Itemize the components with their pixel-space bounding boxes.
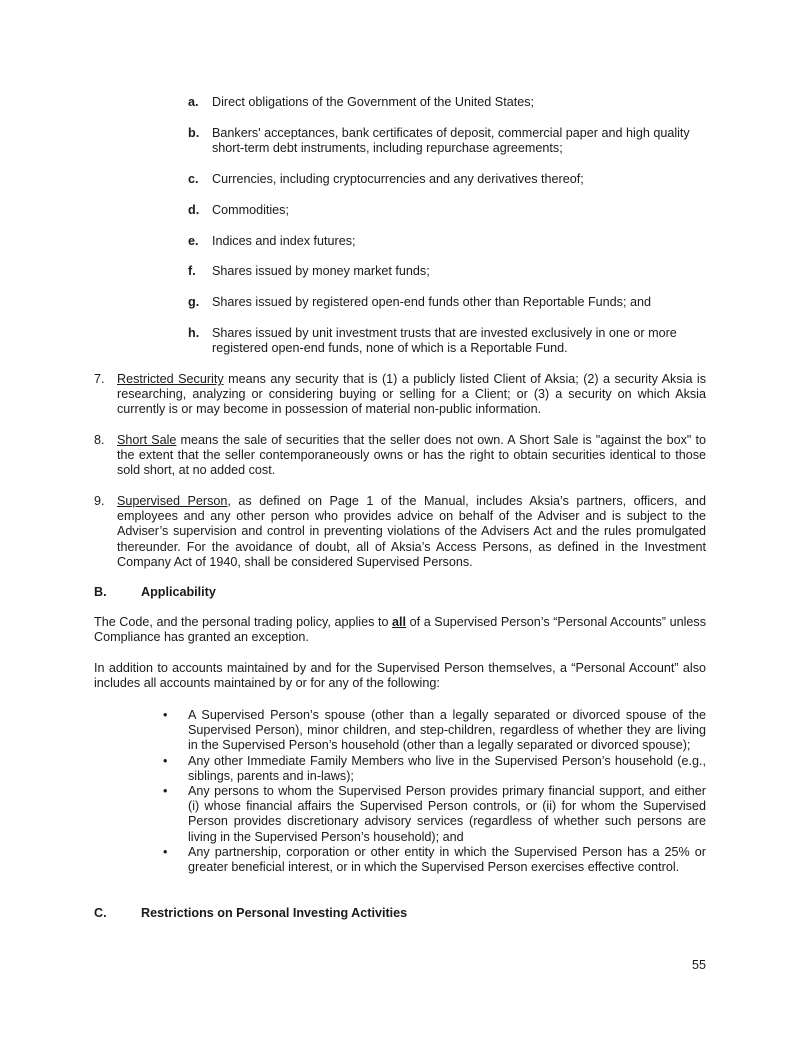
definition-text: means the sale of securities that the seller does not own. A Short Sale is "against the box" to the extent that the seller contemporaneously owns or has the right to obtain securities identical to those sold short, at no added cost. [117,433,706,478]
item-number: 9. [94,494,105,508]
item-text: Shares issued by unit investment trusts that are invested exclusively in one or more registered open-end funds, none of which is a Reportable Fund. [212,326,677,356]
bullet-icon: • [163,708,168,722]
item-label: a. [188,95,199,109]
section-title: Applicability [141,585,216,599]
bullet-icon: • [163,753,168,768]
item-label: g. [188,295,200,309]
item-label: d. [188,203,200,217]
item-label: h. [188,326,200,340]
item-label: f. [188,264,196,278]
item-label: e. [188,234,199,248]
defined-term: Short Sale [117,433,177,447]
item-text: Shares issued by money market funds; [212,264,430,278]
page-number: 55 [691,958,706,972]
defined-term: Supervised Person [117,494,228,508]
bullet-text: Any partnership, corporation or other entity in which the Supervised Person has a 25% or greater beneficial interest, or in which the Supervised Person exercises effective control. [188,844,706,875]
section-title: Restrictions on Personal Investing Activities [141,906,408,920]
applicability-paragraph [94,615,706,645]
list-item [163,708,706,754]
item-text: Indices and index futures; [212,234,356,248]
item-text: Direct obligations of the Government of the United States; [212,95,535,109]
definition-supervised-person [94,494,706,570]
item-text: Shares issued by registered open-end funds other than Reportable Funds; and [212,295,651,309]
bullet-icon: • [163,784,168,799]
list-item [163,845,706,875]
personal-account-paragraph: In addition to accounts maintained by and for the Supervised Person themselves, a “Personal Account” also includes all accounts maintained by or for any of the following: [94,661,706,691]
item-label: c. [188,172,199,186]
definition-text: means any security that is (1) a publicly listed Client of Aksia; (2) a security Aksia is researching, analyzing or considering buying or selling for a Client; or (3) a security on which Aksia currently is or may become in possession of material non-public information. [117,372,706,417]
defined-term: Restricted Security [117,372,224,386]
item-text: Commodities; [212,203,289,217]
personal-account-bullet-list [163,708,706,875]
section-letter: B. [94,585,107,599]
section-heading-b [94,585,216,600]
definition-restricted-security [94,372,706,418]
item-number: 7. [94,372,105,386]
emphasis-all: all [392,615,407,629]
item-number: 8. [94,433,105,447]
bullet-text: Any persons to whom the Supervised Person provides primary financial support, and either (i) whose financial affairs the Supervised Person controls, or (ii) for whom the Supervised Person provides discretionary advisory services (regardless of whether such persons are living in the Supervised Person’s household); and [188,784,706,844]
section-heading-c [94,906,407,921]
bullet-icon: • [163,844,168,859]
section-letter: C. [94,906,107,920]
item-label: b. [188,126,200,140]
list-item [163,754,706,784]
bullet-text: A Supervised Person’s spouse (other than a legally separated or divorced spouse of the Supervised Person), minor children, and step-children, regardless of whether they are living in the Supervised Person’s household (other than a legally separated or divorced spouse); [188,708,706,753]
definition-text: , as defined on Page 1 of the Manual, includes Aksia’s partners, officers, and employees and any other person who provides advice on behalf of the Adviser and is subject to the Adviser’s supervision and control in preventing violations of the Advisers Act and the rules promulgated thereunder. For the avoidance of doubt, all of Aksia’s Access Persons, as defined in the Investment Company Act of 1940, shall be considered Supervised Persons. [117,494,706,569]
item-text: Bankers' acceptances, bank certificates of deposit, commercial paper and high quality short-term debt instruments, including repurchase agreements; [212,126,690,156]
paragraph-text: The Code, and the personal trading policy, applies to [94,615,393,629]
bullet-text: Any other Immediate Family Members who live in the Supervised Person’s household (e.g., siblings, parents and in-laws); [188,753,706,783]
item-text: Currencies, including cryptocurrencies and any derivatives thereof; [212,172,584,186]
paragraph-text: of a Supervised Person’s “Personal Accounts” unless Compliance has granted an exception. [94,615,706,645]
definition-short-sale [94,433,706,479]
list-item [163,784,706,845]
